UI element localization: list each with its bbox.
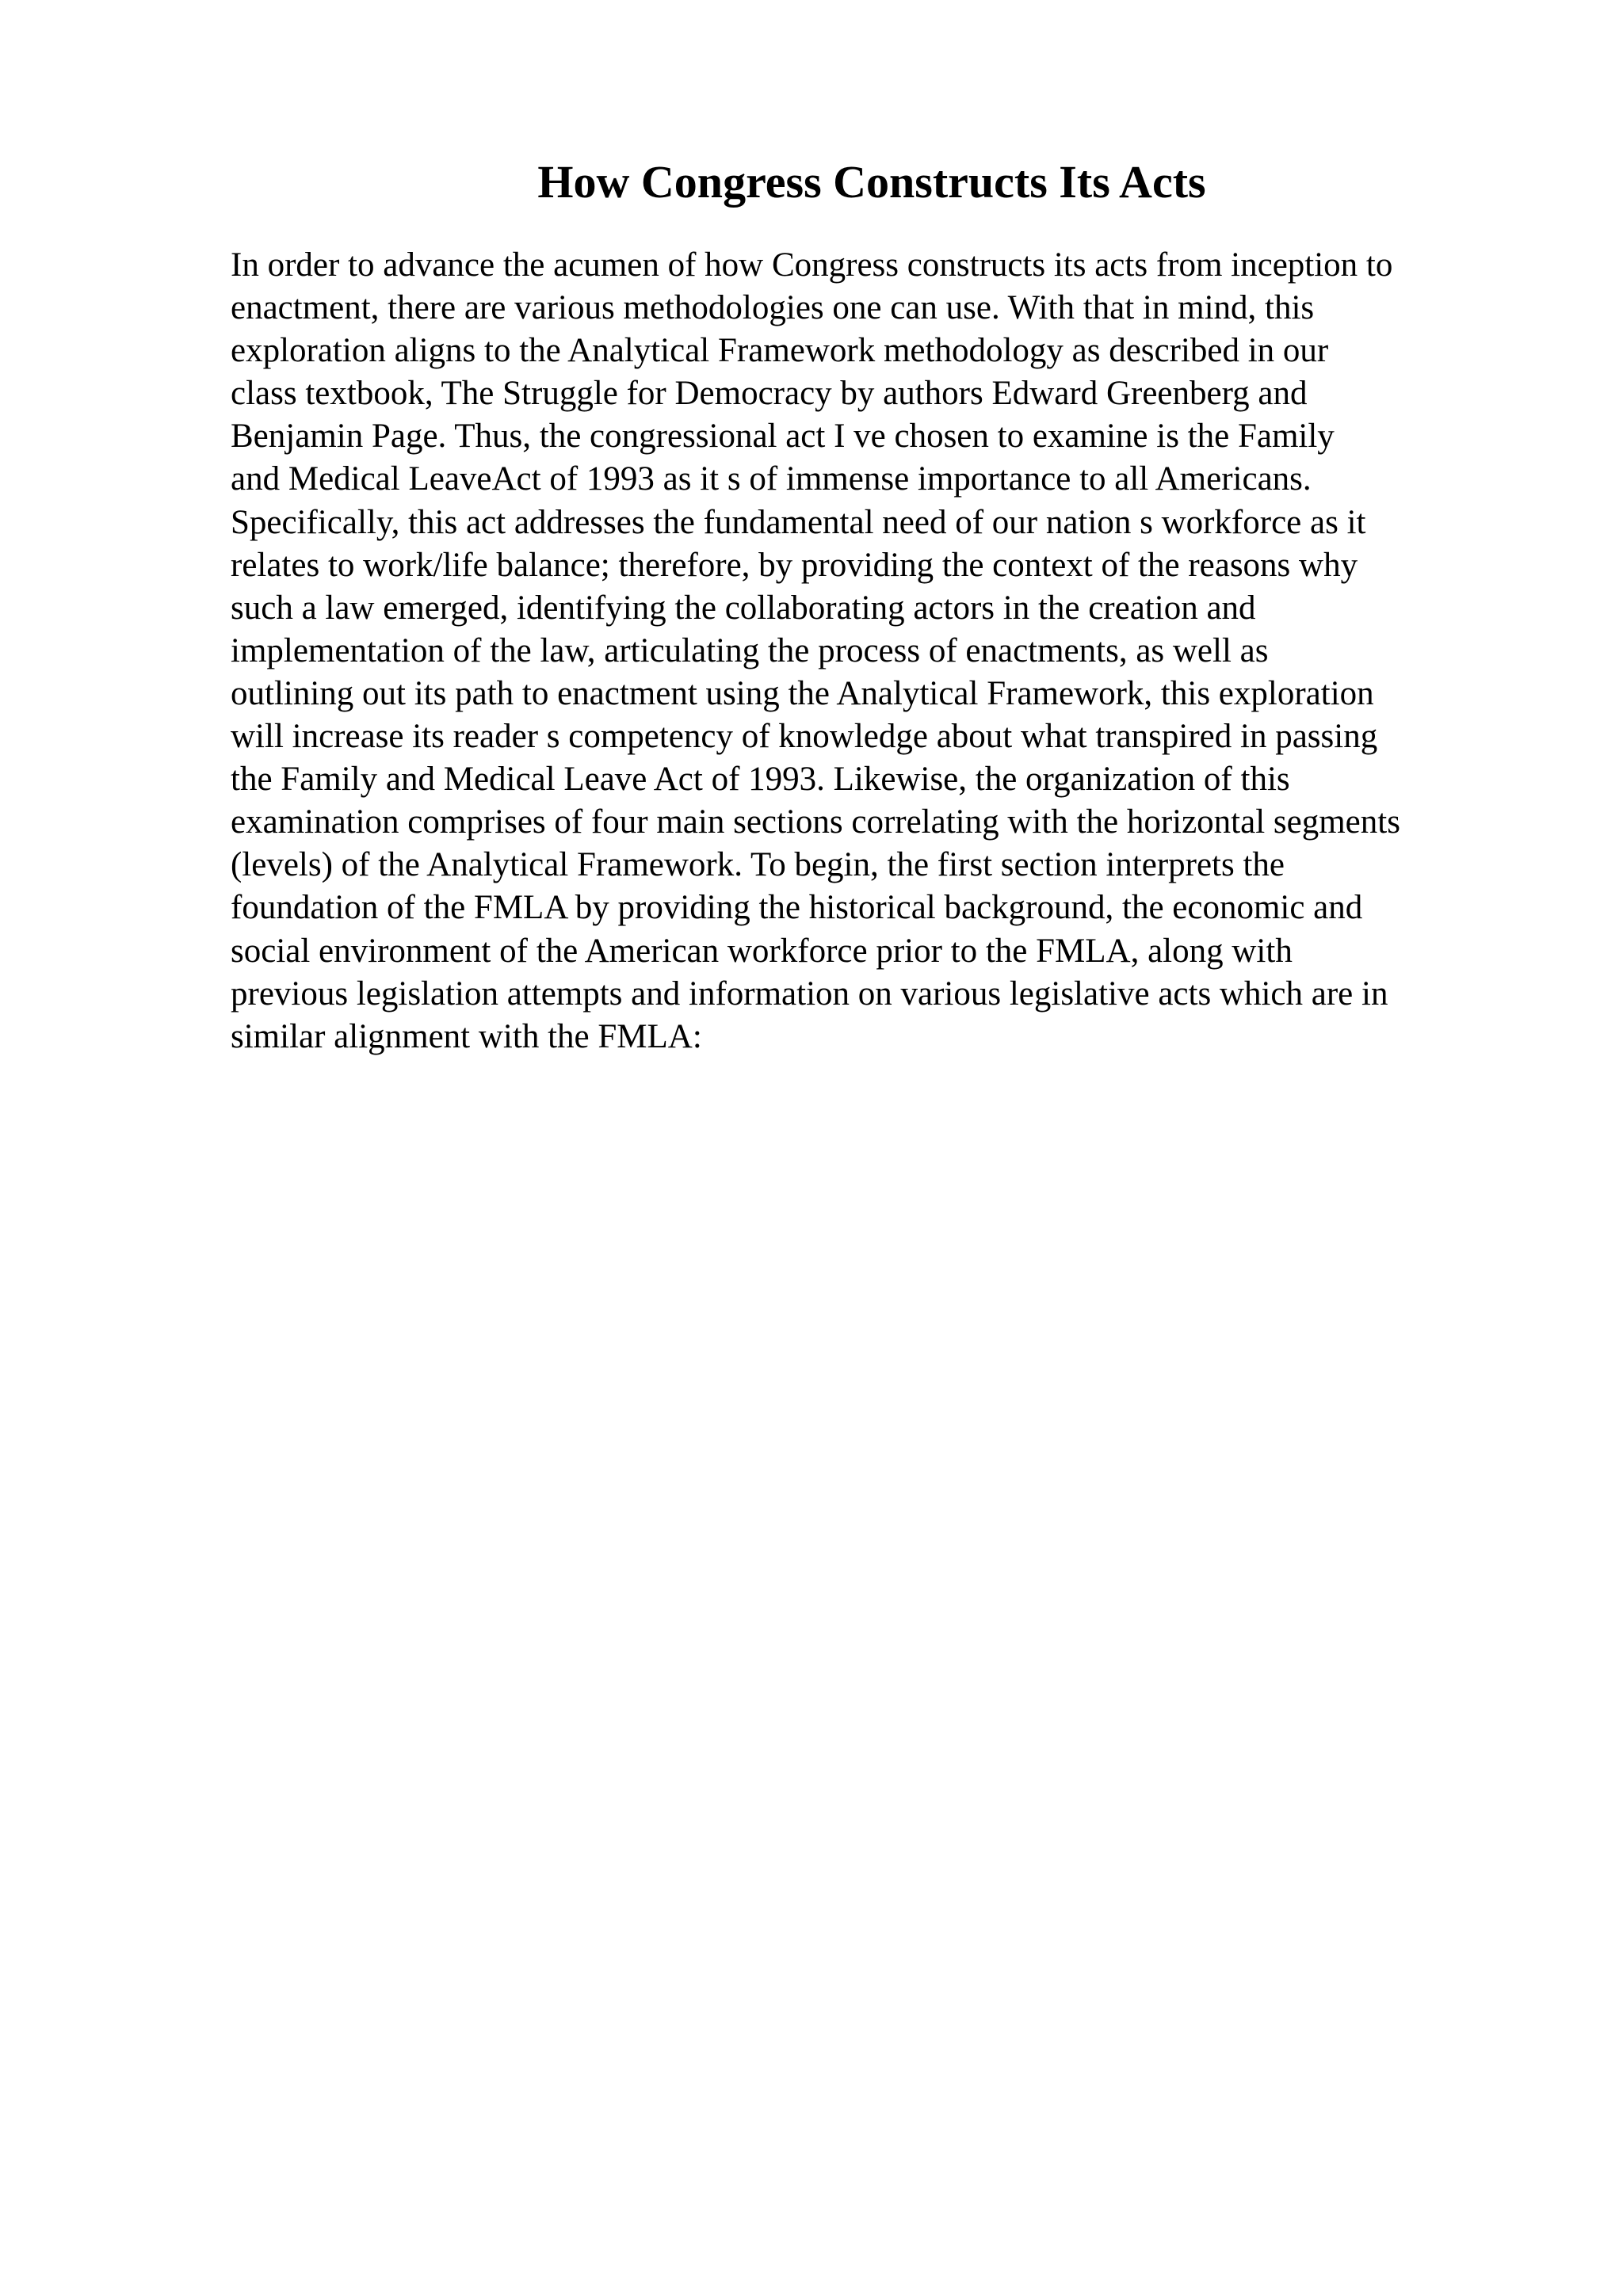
paragraph-line: foundation of the FMLA by providing the historical background, the economic and <box>231 889 1363 927</box>
paragraph-line: will increase its reader s competency of knowledge about what transpired in passing <box>231 718 1378 756</box>
paragraph-line: implementation of the law, articulating the process of enactments, as well as <box>231 631 1269 669</box>
paragraph-line: and Medical LeaveAct of 1993 as it s of immense importance to all Americans. <box>231 460 1312 498</box>
paragraph-line: exploration aligns to the Analytical Framework methodology as described in our <box>231 332 1329 370</box>
paragraph-line: the Family and Medical Leave Act of 1993. Likewise, the organization of this <box>231 761 1290 799</box>
paragraph-line: class textbook, The Struggle for Democracy by authors Edward Greenberg and <box>231 375 1308 413</box>
paragraph-line: Specifically, this act addresses the fundamental need of our nation s workforce as it <box>231 503 1366 541</box>
paragraph-line: previous legislation attempts and information on various legislative acts which are in <box>231 974 1388 1013</box>
paragraph-line: enactment, there are various methodologies one can use. With that in mind, this <box>231 289 1315 327</box>
paragraph-line: similar alignment with the FMLA: <box>231 1017 702 1055</box>
paragraph-line: (levels) of the Analytical Framework. To begin, the first section interprets the <box>231 846 1285 884</box>
paragraph-line: Benjamin Page. Thus, the congressional act I ve chosen to examine is the Family <box>231 418 1335 456</box>
body-paragraph <box>231 244 1594 1058</box>
page-title: How Congress Constructs Its Acts <box>537 156 1206 208</box>
paragraph-line: such a law emerged, identifying the collaborating actors in the creation and <box>231 589 1256 627</box>
paragraph-line: examination comprises of four main sections correlating with the horizontal segments <box>231 803 1400 841</box>
paragraph-line: outlining out its path to enactment using the Analytical Framework, this exploration <box>231 674 1374 712</box>
paragraph-line: relates to work/life balance; therefore, by providing the context of the reasons why <box>231 546 1358 584</box>
paragraph-line: In order to advance the acumen of how Congress constructs its acts from inception to <box>231 246 1393 284</box>
paragraph-line: social environment of the American workforce prior to the FMLA, along with <box>231 932 1293 970</box>
